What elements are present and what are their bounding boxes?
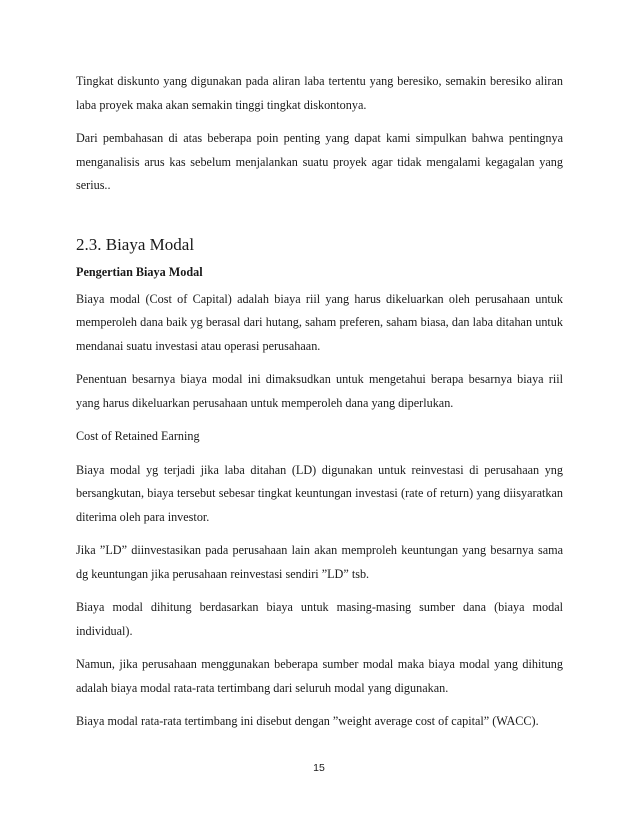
paragraph-retained-earning: Biaya modal yg terjadi jika laba ditahan (LD) digunakan untuk reinvestasi di perusahaan yng bersangkutan, biaya tersebut sebesar tingkat keuntungan investasi (rate of return) yang diisyaratkan diterima oleh para investor. — [76, 462, 563, 524]
paragraph-retained-earning-label: Cost of Retained Earning — [76, 429, 200, 443]
page-number: 15 — [313, 762, 325, 774]
paragraph-conclusion: Dari pembahasan di atas beberapa poin penting yang dapat kami simpulkan bahwa pentingnya menganalisis arus kas sebelum menjalankan suatu proyek agar tidak mengalami kegagalan yang serius.. — [76, 131, 563, 192]
paragraph-individual-cost: Biaya modal dihitung berdasarkan biaya untuk masing-masing sumber dana (biaya modal individual). — [76, 600, 563, 638]
paragraph-weighted-average: Namun, jika perusahaan menggunakan beberapa sumber modal maka biaya modal yang dihitung adalah biaya modal rata-rata tertimbang dari seluruh modal yang digunakan. — [76, 657, 563, 695]
section-subheading: Pengertian Biaya Modal — [76, 264, 203, 279]
page-content — [76, 70, 563, 744]
paragraph-reinvestment: Jika ”LD” diinvestasikan pada perusahaan lain akan memproleh keuntungan yang besarnya sama dg keuntungan jika perusahaan reinvestasi sendiri ”LD” tsb. — [76, 543, 563, 581]
paragraph-discount-rate: Tingkat diskunto yang digunakan pada aliran laba tertentu yang beresiko, semakin beresiko aliran laba proyek maka akan semakin tinggi tingkat diskontonya. — [76, 74, 563, 112]
paragraph-definition: Biaya modal (Cost of Capital) adalah biaya riil yang harus dikeluarkan oleh perusahaan untuk memperoleh dana baik yg berasal dari hutang, saham preferen, saham biasa, dan laba ditahan untuk mendanai suatu investasi atau operasi perusahaan. — [76, 291, 563, 353]
paragraph-purpose: Penentuan besarnya biaya modal ini dimaksudkan untuk mengetahui berapa besarnya biaya riil yang harus dikeluarkan perusahaan untuk memperoleh dana yang diperlukan. — [76, 372, 563, 410]
section-heading: 2.3. Biaya Modal — [76, 234, 195, 254]
paragraph-wacc: Biaya modal rata-rata tertimbang ini disebut dengan ”weight average cost of capital” (WACC). — [76, 714, 539, 728]
